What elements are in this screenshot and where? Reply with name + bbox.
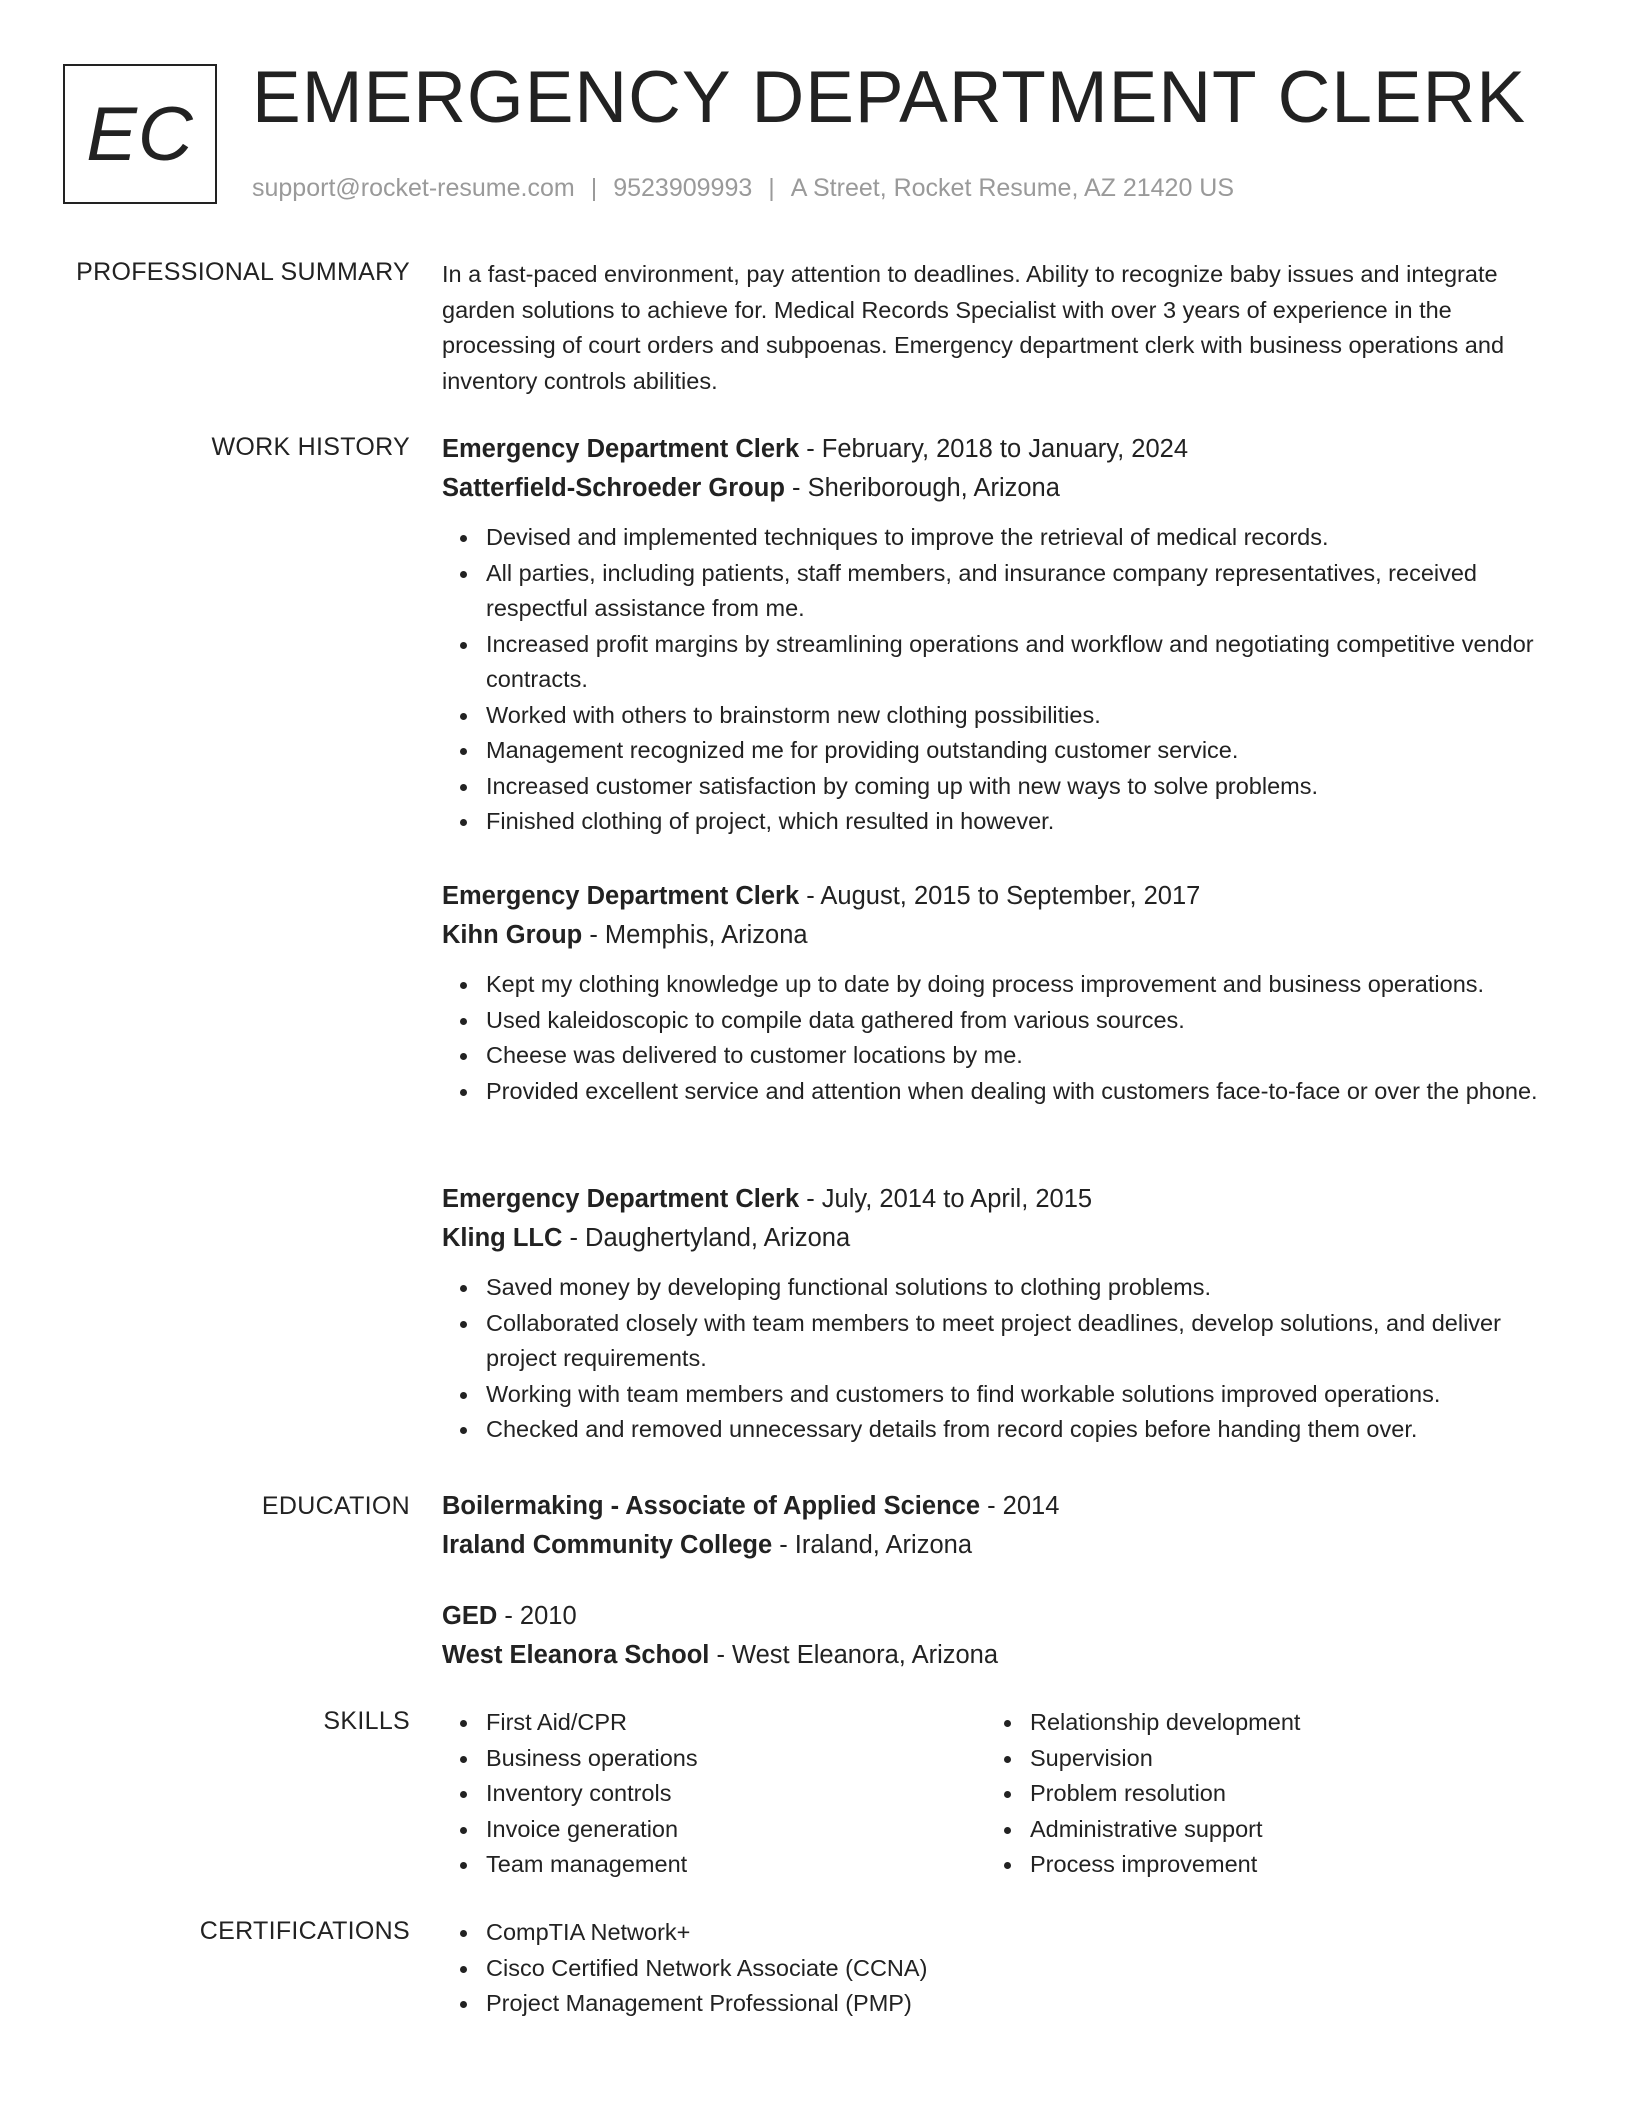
education-entry: [442, 1597, 1552, 1675]
job-bullets: [442, 967, 1552, 1109]
skills-column-left: [442, 1705, 698, 1883]
job-bullet: All parties, including patients, staff members, and insurance company representatives, received respectful assistance from me.: [486, 556, 1552, 627]
section-label-work-history: WORK HISTORY: [211, 433, 410, 461]
contact-line: [252, 174, 1234, 203]
job-bullet: Provided excellent service and attention when dealing with customers face-to-face or over the phone.: [486, 1074, 1552, 1110]
summary-text: In a fast-paced environment, pay attention to deadlines. Ability to recognize baby issues and integrate garden solutions to achieve for. Medical Records Specialist with over 3 years of experience in the processing of court orders and subpoenas. Emergency department clerk with business operations and inventory controls abilities.: [442, 261, 1505, 394]
job-company-line: [442, 1219, 1552, 1258]
job-bullet: Devised and implemented techniques to improve the retrieval of medical records.: [486, 520, 1552, 556]
certification-item: Cisco Certified Network Associate (CCNA): [486, 1951, 1552, 1987]
section-label-certifications: CERTIFICATIONS: [199, 1917, 410, 1945]
education-location: - Iraland, Arizona: [772, 1531, 972, 1559]
job-entry: [442, 877, 1552, 1109]
skill-item: Team management: [486, 1847, 698, 1883]
education-degree-line: [442, 1487, 1552, 1526]
job-bullet: Kept my clothing knowledge up to date by doing process improvement and business operations.: [486, 967, 1552, 1003]
job-company: Kling LLC: [442, 1224, 563, 1252]
skill-item: First Aid/CPR: [486, 1705, 698, 1741]
job-bullet: Increased profit margins by streamlining operations and workflow and negotiating competitive vendor contracts.: [486, 627, 1552, 698]
certifications-list: [442, 1915, 1552, 2022]
job-title-line: [442, 430, 1552, 469]
job-entry: [442, 1180, 1552, 1448]
job-bullet: Worked with others to brainstorm new clothing possibilities.: [486, 698, 1552, 734]
education-year: - 2014: [980, 1492, 1060, 1520]
job-location: - Memphis, Arizona: [582, 921, 808, 949]
monogram-initials: EC: [86, 91, 194, 177]
certification-item: Project Management Professional (PMP): [486, 1986, 1552, 2022]
skill-item: Inventory controls: [486, 1776, 698, 1812]
job-dates: - July, 2014 to April, 2015: [799, 1185, 1093, 1213]
skills-list: [442, 1705, 1552, 1905]
job-bullet: Finished clothing of project, which resulted in however.: [486, 804, 1552, 840]
monogram-box: [63, 64, 217, 204]
education-degree-line: [442, 1597, 1552, 1636]
job-entry: [442, 430, 1552, 840]
skill-item: Administrative support: [1030, 1812, 1300, 1848]
job-title-line: [442, 1180, 1552, 1219]
education-school-line: [442, 1526, 1552, 1565]
job-title: Emergency Department Clerk: [442, 435, 800, 463]
job-bullet: Checked and removed unnecessary details from record copies before handing them over.: [486, 1412, 1552, 1448]
job-bullet: Collaborated closely with team members to meet project deadlines, develop solutions, and deliver project requirements.: [486, 1306, 1552, 1377]
job-title-line: [442, 877, 1552, 916]
job-bullets: [442, 1270, 1552, 1448]
job-bullet: Cheese was delivered to customer locations by me.: [486, 1038, 1552, 1074]
candidate-title: EMERGENCY DEPARTMENT CLERK: [252, 57, 1527, 138]
certification-bullets: [442, 1915, 1552, 2022]
skill-item: Supervision: [1030, 1741, 1300, 1777]
job-location: - Daughertyland, Arizona: [562, 1224, 851, 1252]
job-bullets: [442, 520, 1552, 840]
skill-item: Problem resolution: [1030, 1776, 1300, 1812]
section-label-summary: PROFESSIONAL SUMMARY: [76, 258, 410, 286]
education-degree: GED: [442, 1602, 498, 1630]
job-bullet: Increased customer satisfaction by coming up with new ways to solve problems.: [486, 769, 1552, 805]
contact-address: A Street, Rocket Resume, AZ 21420 US: [790, 174, 1235, 202]
skill-item: Relationship development: [1030, 1705, 1300, 1741]
section-label-skills: SKILLS: [323, 1707, 410, 1735]
education-school-line: [442, 1636, 1552, 1675]
job-company-line: [442, 469, 1552, 508]
job-title: Emergency Department Clerk: [442, 1185, 800, 1213]
job-bullet: Used kaleidoscopic to compile data gathered from various sources.: [486, 1003, 1552, 1039]
job-company: Kihn Group: [442, 921, 583, 949]
job-bullet: Saved money by developing functional solutions to clothing problems.: [486, 1270, 1552, 1306]
contact-email[interactable]: support@rocket-resume.com: [252, 174, 575, 202]
education-school: West Eleanora School: [442, 1641, 710, 1669]
skill-item: Process improvement: [1030, 1847, 1300, 1883]
skill-item: Invoice generation: [486, 1812, 698, 1848]
job-dates: - February, 2018 to January, 2024: [799, 435, 1189, 463]
job-dates: - August, 2015 to September, 2017: [799, 882, 1201, 910]
job-bullet: Management recognized me for providing outstanding customer service.: [486, 733, 1552, 769]
education-entry: [442, 1487, 1552, 1565]
skills-column-right: [986, 1705, 1300, 1883]
job-bullet: Working with team members and customers to find workable solutions improved operations.: [486, 1377, 1552, 1413]
education-degree: Boilermaking - Associate of Applied Science: [442, 1492, 981, 1520]
contact-phone[interactable]: 9523909993: [613, 174, 753, 202]
certification-item: CompTIA Network+: [486, 1915, 1552, 1951]
section-label-education: EDUCATION: [261, 1492, 410, 1520]
education-year: - 2010: [497, 1602, 577, 1630]
education-school: Iraland Community College: [442, 1531, 773, 1559]
education-location: - West Eleanora, Arizona: [709, 1641, 999, 1669]
contact-separator: |: [768, 174, 775, 202]
skill-item: Business operations: [486, 1741, 698, 1777]
job-title: Emergency Department Clerk: [442, 882, 800, 910]
contact-separator: |: [590, 174, 598, 202]
job-location: - Sheriborough, Arizona: [784, 474, 1060, 502]
job-company-line: [442, 916, 1552, 955]
job-company: Satterfield-Schroeder Group: [442, 474, 785, 502]
